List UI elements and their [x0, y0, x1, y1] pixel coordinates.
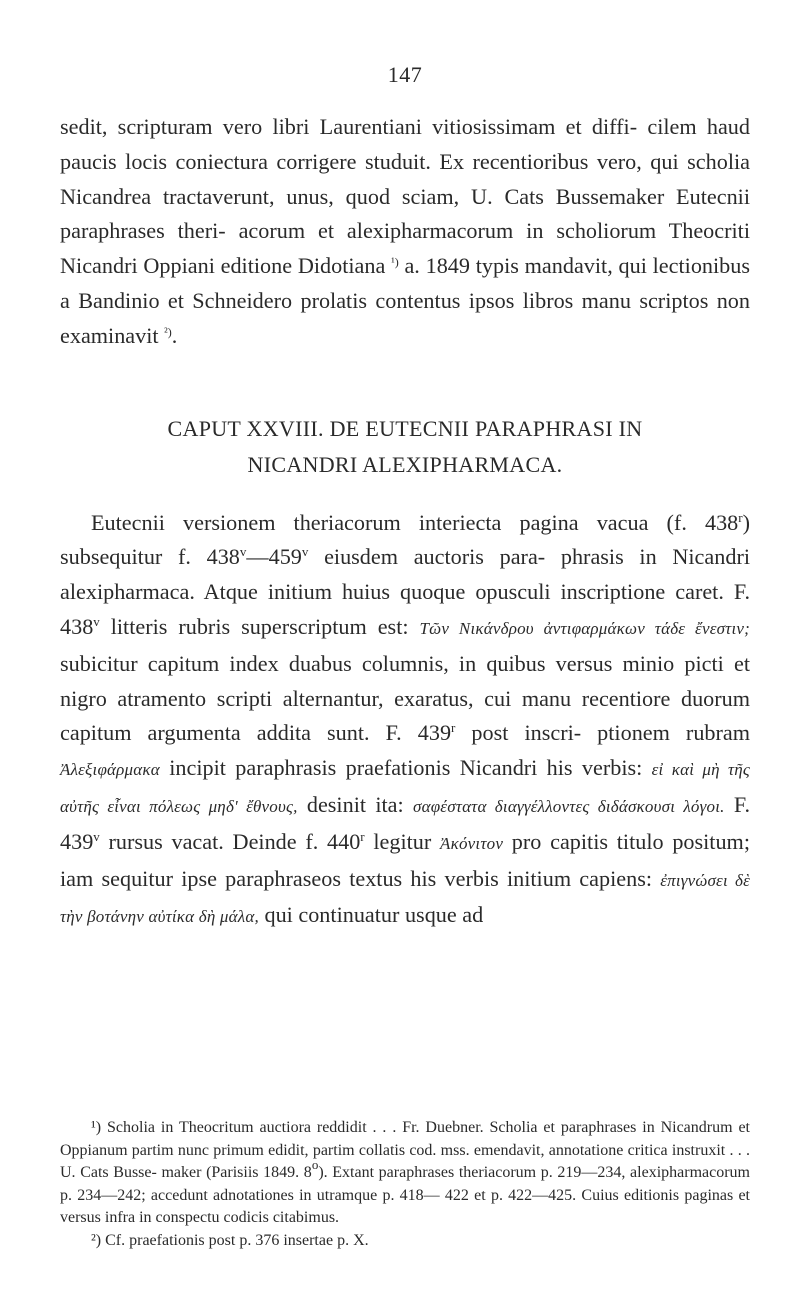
paragraph-text: . — [171, 322, 178, 348]
greek-quotation: ἐπιγνώσει δὲ τὴν βοτάνην αὐτίκα δὴ μάλα, — [60, 870, 750, 927]
greek-quotation: εἰ καὶ μὴ τῆς αὐτῆς εἶναι πόλεως μηδ' ἔθνους, — [60, 760, 750, 816]
paragraph-text: legitur — [364, 828, 441, 854]
paragraph-continuation — [60, 110, 750, 354]
paragraph-text: Eutecnii versionem theriacorum interiecta pagina vacua (f. 438 — [91, 509, 739, 535]
footnote-reference[interactable]: ¹) — [391, 255, 399, 270]
folio-side: v — [239, 544, 247, 560]
paragraph-text: pro capitis titulo positum; iam sequitur ipse paraphraseos textus his verbis initium capiens: — [60, 828, 750, 891]
footnote-reference[interactable]: ²) — [164, 324, 172, 339]
paragraph-text: rursus vacat. Deinde f. 440 — [99, 828, 361, 854]
footnote-text: ). Extant paraphrases theriacorum p. 219—234, alexipharmacorum p. 234—242; accedunt adnotationes in utramque p. 418— 422 et p. 422—425. Cuius editionis paginas et versus infra in conspectu codicis citabimus. — [60, 1164, 750, 1227]
paragraph-text: desinit ita: — [297, 791, 413, 817]
paragraph-text: qui continuatur usque ad — [258, 902, 484, 928]
folio-side: v — [301, 544, 309, 560]
folio-side: r — [451, 720, 456, 736]
folio-side: r — [738, 509, 743, 525]
paragraph-text: subicitur capitum index duabus columnis, in quibus versus minio picti et nigro atramento scripti alternantur, exaratus, cui manu recentiore duorum capitum argumenta addita sunt. F. 439 — [60, 650, 750, 746]
body-text — [60, 110, 750, 935]
paragraph-text: sedit, scripturam vero libri Laurentiani vitiosissimam et diffi- cilem haud paucis locis coniectura corrigere studuit. Ex recentioribus vero, qui scholia Nicandrea tractaverunt, unus, quod sciam, U. Cats Bussemaker Eutecnii paraphrases theri- acorum et alexipharmacorum in scholiorum Theocriti Nicandri Oppiani editione Didotiana — [60, 114, 750, 279]
folio-side: r — [360, 828, 365, 844]
footnote-mark: ²) — [91, 1231, 102, 1249]
footnote-superscript: o — [311, 1157, 319, 1173]
folio-side: v — [93, 828, 100, 844]
footnote — [60, 1117, 750, 1230]
footnotes — [60, 1117, 750, 1253]
paragraph-text: litteris rubris superscriptum est: — [99, 613, 420, 639]
greek-quotation: Ἀκόνιτον — [440, 833, 504, 853]
paragraph-text: F. 439 — [60, 791, 750, 854]
footnote — [60, 1230, 750, 1253]
footnote-mark: ¹) — [91, 1119, 102, 1136]
greek-quotation: Τῶν Νικάνδρου ἀντιφαρμάκων τάδε ἔνεστιν; — [419, 618, 750, 638]
chapter-heading — [60, 411, 750, 483]
paragraph-text: post inscri- ptionem rubram — [455, 720, 750, 746]
chapter-heading-line: NICANDRI ALEXIPHARMACA. — [247, 451, 563, 477]
paragraph-text: —459 — [246, 544, 302, 570]
footnote-text: Cf. praefationis post p. 376 insertae p. X. — [101, 1231, 369, 1249]
folio-side: v — [93, 613, 100, 629]
paragraph — [60, 506, 750, 936]
paragraph-text: ) subsequitur f. 438 — [60, 509, 750, 570]
paragraph-text: eiusdem auctoris para- phrasis in Nicandri alexipharmaca. Atque initium huius quoque opusculi inscriptione caret. F. 438 — [60, 544, 750, 639]
greek-quotation: σαφέστατα διαγγέλλοντες διδάσκουσι λόγοι. — [412, 796, 725, 816]
chapter-heading-line: CAPUT XXVIII. DE EUTECNII PARAPHRASI IN — [167, 415, 643, 441]
page-number: 147 — [387, 62, 423, 87]
footnote-text: Scholia in Theocritum auctiora reddidit . . . Fr. Duebner. Scholia et paraphrases in Nicandrum et Oppianum partim nunc primum edidit, partim collatis cod. mss. emendavit, annotatione critica instruxit . . . U. Cats Busse- maker (Parisiis 1849. 8 — [60, 1119, 750, 1182]
paragraph-text: incipit paraphrasis praefationis Nicandri his verbis: — [159, 755, 652, 781]
greek-quotation: Ἀλεξιφάρμακα — [60, 760, 160, 780]
paragraph-text: a. 1849 typis mandavit, qui lectionibus a Bandinio et Schneidero prolatis contentus ipsos libros manu scriptos non examinavit — [60, 253, 750, 348]
